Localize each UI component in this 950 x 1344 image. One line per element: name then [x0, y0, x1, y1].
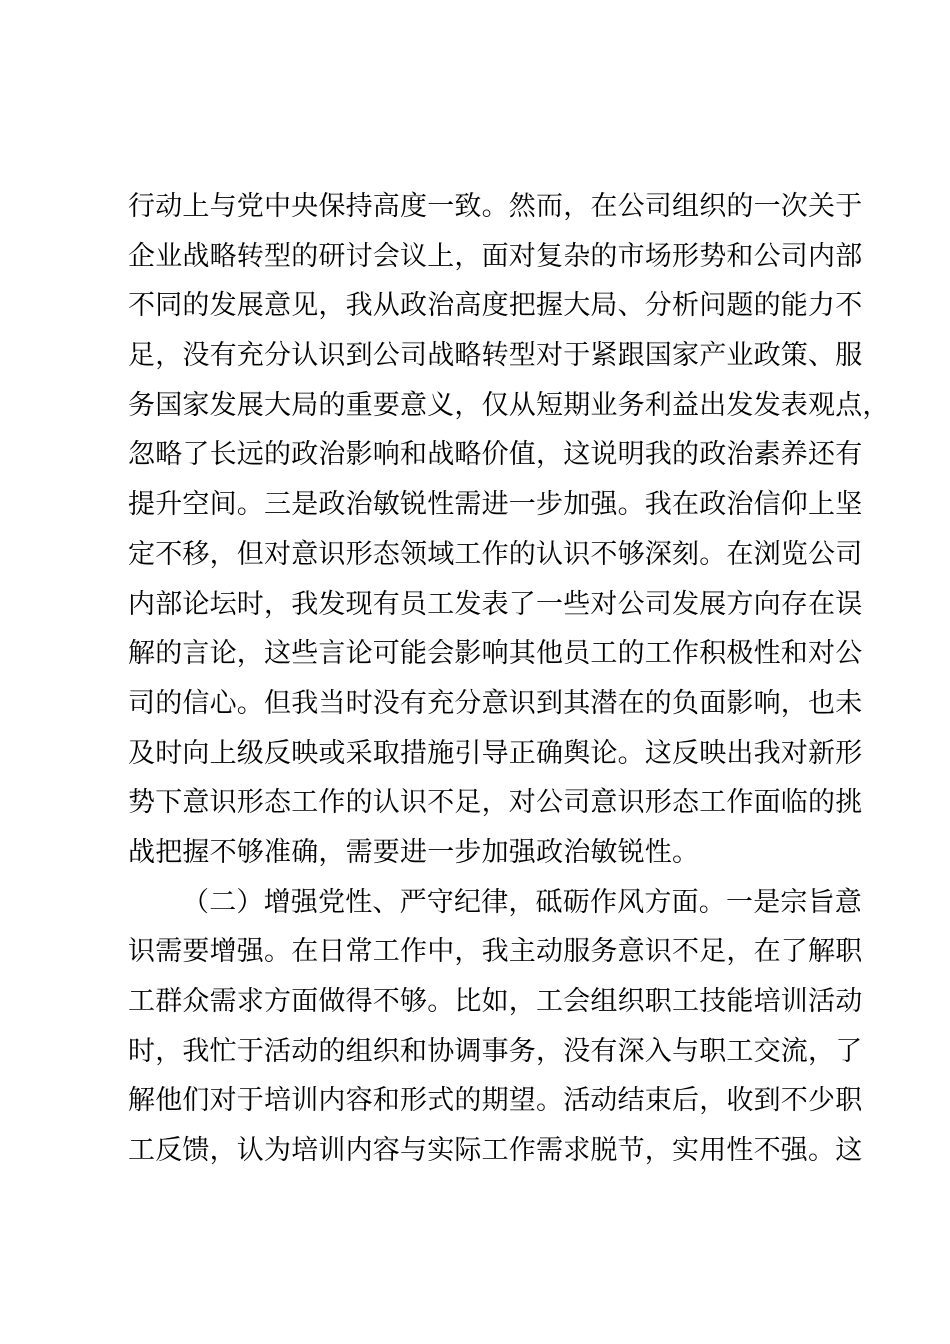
text-line: 定不移，但对意识形态领域工作的认识不够深刻。在浏览公司: [128, 538, 863, 570]
text-line: 及时向上级反映或采取措施引导正确舆论。这反映出我对新形: [128, 737, 863, 769]
text-line: 时，我忙于活动的组织和协调事务，没有深入与职工交流，了: [128, 1035, 863, 1067]
text-line: 识需要增强。在日常工作中，我主动服务意识不足，在了解职: [128, 936, 863, 968]
text-line: 忽略了长远的政治影响和战略价值，这说明我的政治素养还有: [128, 439, 863, 471]
text-line: 提升空间。三是政治敏锐性需进一步加强。我在政治信仰上坚: [128, 489, 863, 521]
text-line: 行动上与党中央保持高度一致。然而，在公司组织的一次关于: [128, 191, 863, 222]
text-line: 内部论坛时，我发现有员工发表了一些对公司发展方向存在误: [128, 588, 863, 620]
text-line: 解他们对于培训内容和形式的期望。活动结束后，收到不少职: [128, 1085, 863, 1117]
text-line: 企业战略转型的研讨会议上，面对复杂的市场形势和公司内部: [128, 240, 863, 272]
body-text: [128, 182, 890, 1176]
text-line: 工反馈，认为培训内容与实际工作需求脱节，实用性不强。这: [128, 1135, 863, 1167]
text-line: 工群众需求方面做得不够。比如，工会组织职工技能培训活动: [128, 986, 863, 1017]
text-line: 不同的发展意见，我从政治高度把握大局、分析问题的能力不: [128, 290, 863, 322]
text-line: 战把握不够准确，需要进一步加强政治敏锐性。: [128, 836, 700, 868]
text-line: 解的言论，这些言论可能会影响其他员工的工作积极性和对公: [128, 638, 863, 670]
text-line: 司的信心。但我当时没有充分意识到其潜在的负面影响，也未: [128, 687, 863, 719]
text-line: 势下意识形态工作的认识不足，对公司意识形态工作面临的挑: [128, 787, 863, 819]
section-heading-line: （二）增强党性、严守纪律，砥砺作风方面。一是宗旨意: [182, 886, 862, 918]
text-line: 务国家发展大局的重要意义，仅从短期业务利益出发发表观点，: [128, 389, 890, 421]
text-line: 足，没有充分认识到公司战略转型对于紧跟国家产业政策、服: [128, 340, 863, 372]
